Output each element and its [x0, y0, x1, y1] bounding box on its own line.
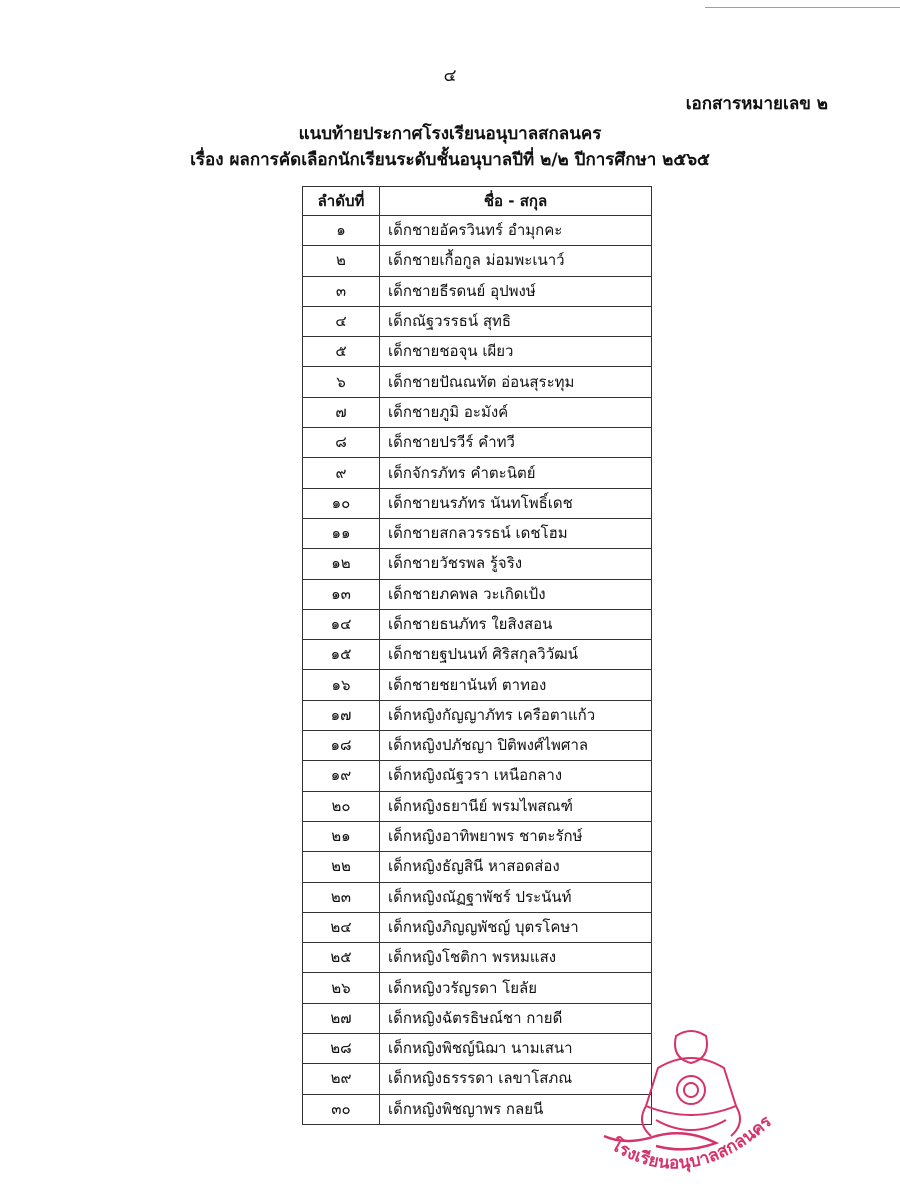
row-sequence-number: ๒๓ — [303, 882, 380, 912]
table-row — [303, 216, 652, 246]
row-sequence-number: ๒ — [303, 246, 380, 276]
row-student-name: เด็กชายอัครวินทร์ อำมุกคะ — [380, 216, 652, 246]
announcement-subject: เรื่อง ผลการคัดเลือกนักเรียนระดับชั้นอนุบาลปีที่ ๒/๒ ปีการศึกษา ๒๕๖๕ — [190, 150, 710, 170]
table-row — [303, 397, 652, 427]
row-sequence-number: ๖ — [303, 367, 380, 397]
table-body — [303, 216, 652, 1125]
table-header-row — [303, 187, 652, 216]
table-row — [303, 246, 652, 276]
row-sequence-number: ๑ — [303, 216, 380, 246]
row-student-name: เด็กหญิงกัญญาภัทร เครือตาแก้ว — [380, 700, 652, 730]
row-student-name: เด็กหญิงวรัญรดา โยลัย — [380, 973, 652, 1003]
row-student-name: เด็กหญิงภิญญพัชญ์ บุตรโคษา — [380, 912, 652, 942]
table-row — [303, 791, 652, 821]
row-sequence-number: ๑๖ — [303, 670, 380, 700]
table-row — [303, 367, 652, 397]
scan-edge-line — [705, 7, 900, 8]
row-student-name: เด็กหญิงพิชญ์นิฌา นามเสนา — [380, 1034, 652, 1064]
announcement-title: แนบท้ายประกาศโรงเรียนอนุบาลสกลนคร — [298, 124, 602, 144]
table-row — [303, 700, 652, 730]
header-sequence: ลำดับที่ — [303, 187, 380, 216]
table-row — [303, 276, 652, 306]
row-sequence-number: ๑๑ — [303, 518, 380, 548]
row-student-name: เด็กหญิงพิชญาพร กลยนี — [380, 1094, 652, 1124]
row-sequence-number: ๒๒ — [303, 852, 380, 882]
row-student-name: เด็กหญิงธยานีย์ พรมไพสณฑ์ — [380, 791, 652, 821]
row-student-name: เด็กชายธนภัทร ใยสิงสอน — [380, 609, 652, 639]
row-student-name: เด็กณัฐวรรธน์ สุทธิ — [380, 306, 652, 336]
row-sequence-number: ๗ — [303, 397, 380, 427]
row-sequence-number: ๑๕ — [303, 640, 380, 670]
row-sequence-number: ๒๖ — [303, 973, 380, 1003]
row-student-name: เด็กชายนรภัทร นันทโพธิ์เดช — [380, 488, 652, 518]
row-student-name: เด็กชายฐปนนท์ ศิริสกุลวิวัฒน์ — [380, 640, 652, 670]
row-student-name: เด็กชายสกลวรรธน์ เดชโฮม — [380, 518, 652, 548]
row-student-name: เด็กชายชยานันท์ ตาทอง — [380, 670, 652, 700]
row-sequence-number: ๒๘ — [303, 1034, 380, 1064]
page-number: ๔ — [443, 66, 457, 86]
table-row — [303, 488, 652, 518]
document-number: เอกสารหมายเลข ๒ — [685, 94, 828, 114]
student-roster-table — [302, 186, 652, 1125]
row-student-name: เด็กหญิงโชติกา พรหมแสง — [380, 943, 652, 973]
row-student-name: เด็กชายเกื้อกูล ม่อมพะเนาว์ — [380, 246, 652, 276]
row-student-name: เด็กชายปรวีร์ คำทวี — [380, 428, 652, 458]
table-row — [303, 973, 652, 1003]
row-student-name: เด็กชายวัชรพล รู้จริง — [380, 549, 652, 579]
table-row — [303, 943, 652, 973]
row-sequence-number: ๑๘ — [303, 731, 380, 761]
row-sequence-number: ๑๗ — [303, 700, 380, 730]
table-row — [303, 640, 652, 670]
row-sequence-number: ๓๐ — [303, 1094, 380, 1124]
row-sequence-number: ๒๗ — [303, 1003, 380, 1033]
table-row — [303, 670, 652, 700]
table-row — [303, 912, 652, 942]
school-seal-stamp — [596, 1028, 796, 1188]
row-sequence-number: ๒๕ — [303, 943, 380, 973]
row-sequence-number: ๑๐ — [303, 488, 380, 518]
row-student-name: เด็กหญิงณัฏฐาพัชร์ ประนันท์ — [380, 882, 652, 912]
row-student-name: เด็กหญิงธัญสินี หาสอดส่อง — [380, 852, 652, 882]
row-sequence-number: ๒๐ — [303, 791, 380, 821]
table-row — [303, 518, 652, 548]
table-row — [303, 428, 652, 458]
header-full-name: ชื่อ - สกุล — [380, 187, 652, 216]
table-row — [303, 731, 652, 761]
seal-text: โรงเรียนอนุบาลสกลนคร — [607, 1112, 776, 1174]
row-sequence-number: ๒๙ — [303, 1064, 380, 1094]
svg-text:โรงเรียนอนุบาลสกลนคร — [607, 1111, 777, 1173]
row-student-name: เด็กหญิงณัฐวรา เหนือกลาง — [380, 761, 652, 791]
table-row — [303, 549, 652, 579]
row-sequence-number: ๔ — [303, 306, 380, 336]
row-student-name: เด็กหญิงอาทิพยาพร ชาตะรักษ์ — [380, 821, 652, 851]
row-student-name: เด็กจักรภัทร คำตะนิตย์ — [380, 458, 652, 488]
row-student-name: เด็กชายภคพล วะเกิดเป้ง — [380, 579, 652, 609]
row-student-name: เด็กชายปัณณทัต อ่อนสุระทุม — [380, 367, 652, 397]
row-student-name: เด็กชายธีรดนย์ อุปพงษ์ — [380, 276, 652, 306]
row-sequence-number: ๓ — [303, 276, 380, 306]
row-sequence-number: ๙ — [303, 458, 380, 488]
row-student-name: เด็กชายภูมิ อะมังค์ — [380, 397, 652, 427]
row-sequence-number: ๒๔ — [303, 912, 380, 942]
table-row — [303, 761, 652, 791]
table-row — [303, 337, 652, 367]
table-row — [303, 609, 652, 639]
row-student-name: เด็กหญิงปภัชญา ปิติพงศ์ไพศาล — [380, 731, 652, 761]
row-student-name: เด็กหญิงฉัตรธิษณ์ชา กายดี — [380, 1003, 652, 1033]
row-sequence-number: ๒๑ — [303, 821, 380, 851]
table-row — [303, 579, 652, 609]
row-sequence-number: ๕ — [303, 337, 380, 367]
table-row — [303, 306, 652, 336]
row-sequence-number: ๘ — [303, 428, 380, 458]
table-row — [303, 821, 652, 851]
row-student-name: เด็กชายชอจุน เผียว — [380, 337, 652, 367]
row-student-name: เด็กหญิงธรรรดา เลขาโสภณ — [380, 1064, 652, 1094]
row-sequence-number: ๑๙ — [303, 761, 380, 791]
row-sequence-number: ๑๒ — [303, 549, 380, 579]
row-sequence-number: ๑๓ — [303, 579, 380, 609]
table-row — [303, 852, 652, 882]
table-row — [303, 882, 652, 912]
row-sequence-number: ๑๔ — [303, 609, 380, 639]
table-row — [303, 458, 652, 488]
